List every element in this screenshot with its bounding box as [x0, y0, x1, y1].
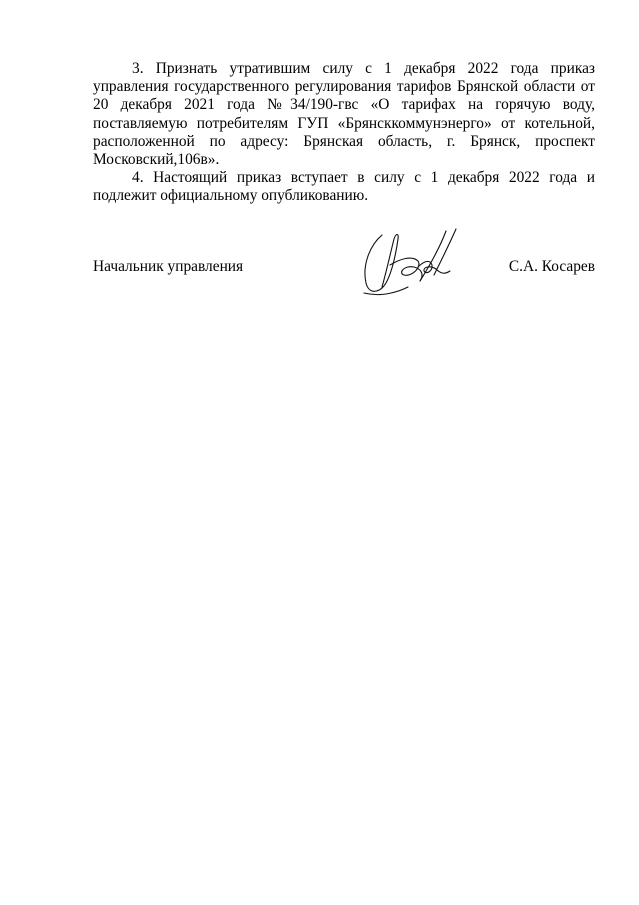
paragraph-4: 4. Настоящий приказ вступает в силу с 1 декабря 2022 года и подлежит официальному опубликованию.	[93, 169, 595, 205]
paragraph-3: 3. Признать утратившим силу с 1 декабря 2022 года приказ управления государственного регулирования тарифов Брянской области от 20 декабря 2021 года №34/190-гвс «О тарифах на горячую воду, поставляемую потребителям ГУП «Брянсккоммунэнерго» от котельной, расположенной по адресу: Брянская область, г. Брянск, проспект Московский,106в».	[93, 60, 595, 169]
position-title: Начальник управления	[93, 258, 244, 275]
signature-row	[93, 258, 595, 278]
handwritten-signature-icon	[360, 225, 468, 300]
order-text-block	[93, 60, 595, 206]
signer-name: С.А. Косарев	[508, 258, 595, 275]
